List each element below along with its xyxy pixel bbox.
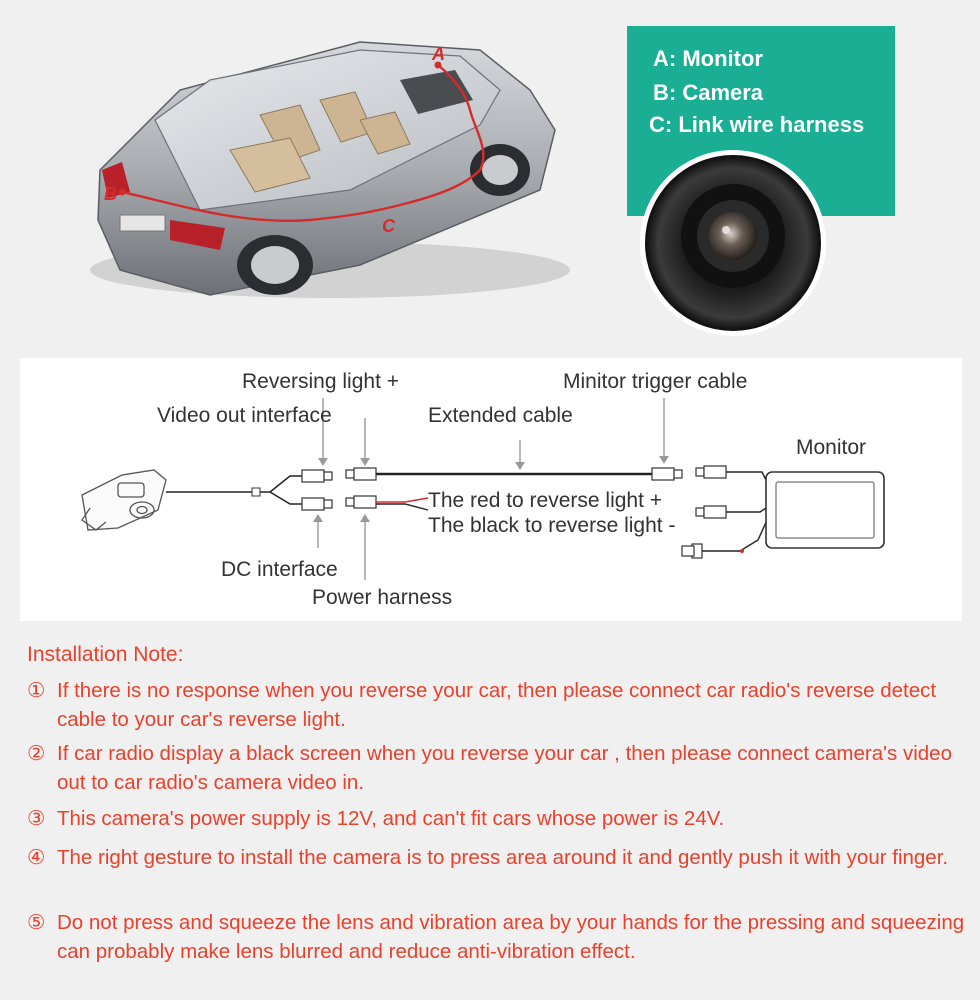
note-number: ①	[27, 679, 46, 702]
label-monitor: Monitor	[796, 436, 867, 459]
label-video-out: Video out interface	[157, 404, 332, 427]
legend-monitor: A: Monitor	[653, 46, 763, 71]
car-label-a: A	[432, 44, 445, 64]
car-label-b: B	[104, 184, 117, 204]
label-dc-interface: DC interface	[221, 558, 338, 581]
note-text: If there is no response when you reverse your car, then please connect car radio's reverse detect cable to your car's reverse light.	[57, 679, 937, 731]
camera-lens-icon	[638, 148, 828, 338]
note-text: The right gesture to install the camera is to press area around it and gently push it with your finger.	[57, 846, 949, 869]
notes-title: Installation Note:	[27, 643, 184, 666]
note-item-1	[27, 676, 972, 734]
note-text: This camera's power supply is 12V, and can't fit cars whose power is 24V.	[57, 807, 725, 830]
wiring-diagram	[20, 358, 962, 621]
label-red-reverse: The red to reverse light +	[428, 489, 663, 512]
monitor-icon	[766, 472, 884, 548]
note-number: ⑤	[27, 911, 46, 934]
note-text: If car radio display a black screen when you reverse your car , then please connect camera's video out to car radio's camera video in.	[57, 742, 952, 794]
note-item-2	[27, 739, 972, 797]
label-black-reverse: The black to reverse light -	[428, 514, 676, 537]
note-item-3	[27, 804, 972, 833]
note-number: ④	[27, 846, 46, 869]
note-number: ③	[27, 807, 46, 830]
legend-camera: B: Camera	[653, 80, 764, 105]
car-label-c: C	[382, 216, 395, 236]
label-power-harness: Power harness	[312, 586, 453, 609]
legend-harness: C: Link wire harness	[649, 112, 865, 137]
note-item-5	[27, 908, 972, 966]
car-illustration	[60, 20, 580, 320]
camera-housing-icon	[82, 470, 166, 530]
label-reversing-light: Reversing light +	[242, 370, 399, 393]
note-text: Do not press and squeeze the lens and vibration area by your hands for the pressing and squeezing can probably make lens blurred and reduce anti-vibration effect.	[57, 911, 965, 963]
label-monitor-trigger: Minitor trigger cable	[563, 370, 748, 393]
note-item-4	[27, 843, 972, 872]
note-number: ②	[27, 742, 46, 765]
label-extended-cable: Extended cable	[428, 404, 573, 427]
